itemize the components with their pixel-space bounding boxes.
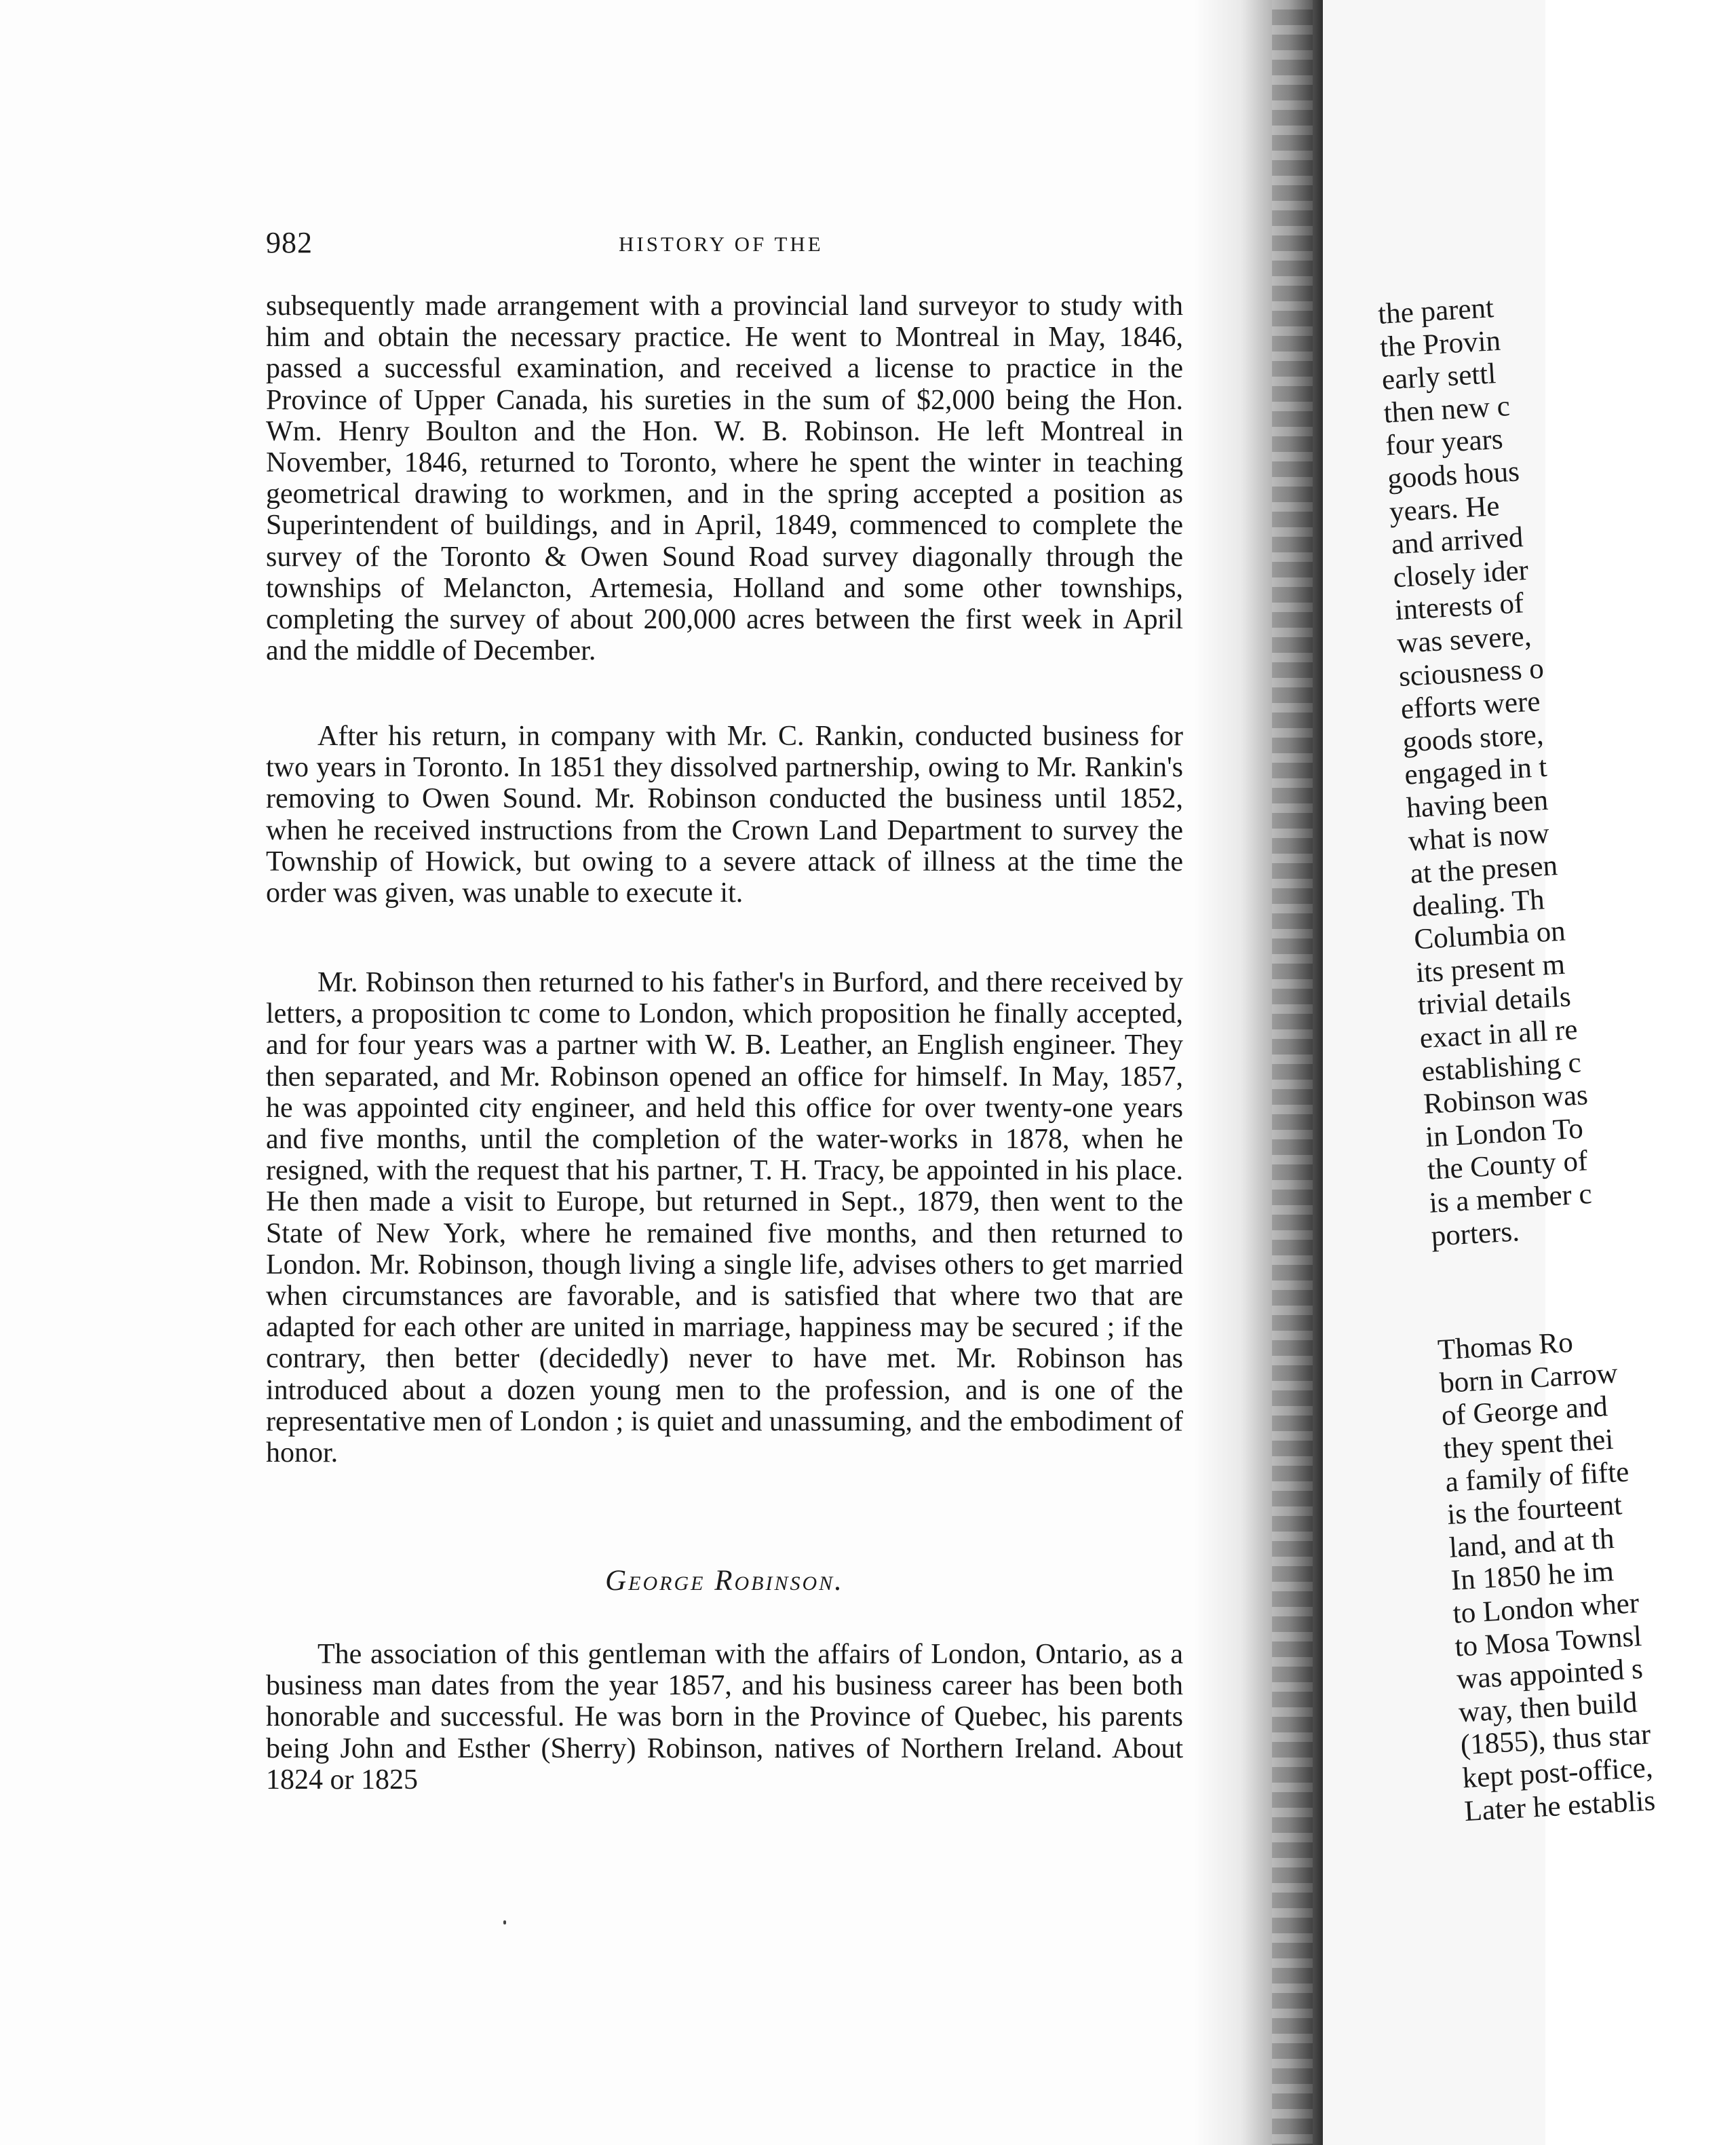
right-page-line: a family of fifte xyxy=(1444,1456,1630,1498)
paragraph-city-engineer: Mr. Robinson then returned to his father's in Burford, and there received by letters, a proposition tc come to London, which proposition he finally accepted, and for four years was a partner with W. B. Leather, an English engineer. They then separated, and Mr. Robinson opened an office for himself. In May, 1857, he was appointed city engineer, and held this office for over twenty-one years and five months, until the completion of the water-works in 1878, when he resigned, with the request that his partner, T. H. Tracy, be appointed in his place. He then made a visit to Europe, but returned in Sept., 1879, then went to the State of New York, where he remained five months, and then returned to London. Mr. Robinson, though living a single life, advises others to get married when circumstances are favorable, and is satisfied that where two that are adapted for each other are united in marriage, happiness may be secured ; if the contrary, then better (decidedly) never to have met. Mr. Robinson has introduced about a dozen young men to the profession, and is one of the representative men of London ; is quiet and unassuming, and the embodiment of honor. xyxy=(266,967,1183,1469)
right-page-line: porters. xyxy=(1430,1215,1520,1253)
right-page-line: goods hous xyxy=(1386,455,1521,495)
right-page-line: early settl xyxy=(1381,358,1497,396)
right-page-line: sciousness o xyxy=(1397,652,1545,693)
right-page-line: interests of xyxy=(1394,587,1525,627)
right-page-line: establishing c xyxy=(1421,1046,1582,1088)
right-page-line: the Provin xyxy=(1378,324,1502,364)
right-page-line: Later he establis xyxy=(1463,1784,1657,1827)
right-page-line: what is now xyxy=(1407,817,1550,858)
right-page-gap xyxy=(1432,1238,1708,1335)
right-page-line: engaged in t xyxy=(1404,751,1548,792)
right-page-line: Robinson was xyxy=(1423,1079,1589,1121)
right-page-line: years. He xyxy=(1388,489,1501,529)
right-page-line: closely ider xyxy=(1392,554,1530,594)
right-page-line: and arrived xyxy=(1390,521,1524,561)
right-page-line: was severe, xyxy=(1395,620,1532,660)
right-page-line: four years xyxy=(1385,423,1504,462)
ink-speck xyxy=(503,1920,506,1924)
right-page-line: at the presen xyxy=(1409,850,1559,890)
right-page-line: its present m xyxy=(1414,948,1566,989)
right-page-line: they spent thei xyxy=(1442,1423,1615,1466)
right-page-line: is the fourteent xyxy=(1446,1489,1623,1532)
right-page-line: way, then build xyxy=(1457,1686,1638,1729)
binding-texture xyxy=(1272,0,1313,2145)
page-number: 982 xyxy=(266,226,313,259)
right-page-line: Thomas Ro xyxy=(1437,1327,1574,1367)
paragraph-survey-career: subsequently made arrangement with a provincial land surveyor to study with him and obtain the necessary practice. He went to Montreal in May, 1846, passed a successful examination, and received a license to practice in the Province of Upper Canada, his sureties in the sum of $2,000 being the Hon. Wm. Henry Boulton and the Hon. W. B. Robinson. He left Montreal in November, 1846, returned to Toronto, where he spent the winter in teaching geometrical drawing to workmen, and in the spring accepted a position as Superintendent of buildings, and in April, 1849, commenced to complete the survey of the Toronto & Owen Sound Road survey diagonally through the townships of Melancton, Artemesia, Holland and some other townships, completing the survey of about 200,000 acres between the first week in April and the middle of December. xyxy=(266,290,1183,667)
right-page-line: to Mosa Townsl xyxy=(1454,1620,1643,1663)
right-page-line: efforts were xyxy=(1400,685,1541,726)
right-page-line: (1855), thus star xyxy=(1459,1718,1652,1762)
right-page-line: In 1850 he im xyxy=(1450,1555,1615,1597)
right-page-line: goods store, xyxy=(1402,718,1545,759)
right-page-column-bottom xyxy=(1437,1319,1736,1829)
right-page-line: then new c xyxy=(1383,390,1511,430)
right-page-line: the County of xyxy=(1426,1145,1589,1187)
right-page-column-top xyxy=(1377,283,1703,1253)
right-page-line: land, and at th xyxy=(1448,1522,1615,1564)
right-page-line: born in Carrow xyxy=(1438,1357,1619,1400)
right-page-line: kept post-office, xyxy=(1461,1751,1654,1795)
right-page-line: in London To xyxy=(1424,1112,1584,1154)
right-page-fragment xyxy=(1323,0,1657,2145)
running-head xyxy=(266,225,1183,266)
right-page-text xyxy=(1377,283,1736,1828)
right-page-line: exact in all re xyxy=(1419,1013,1579,1055)
right-page-line: is a member c xyxy=(1428,1178,1593,1219)
right-page-line: of George and xyxy=(1440,1390,1609,1432)
paragraph-rankin-partnership: After his return, in company with Mr. C. Rankin, conducted business for two years in Toronto. In 1851 they dissolved partnership, owing to Mr. Rankin's removing to Owen Sound. Mr. Robinson conducted the business until 1852, when he received instructions from the Crown Land Department to survey the Township of Howick, but owing to a severe attack of illness at the time the order was given, was unable to execute it. xyxy=(266,721,1183,909)
right-page-line: to London wher xyxy=(1452,1587,1640,1630)
right-page-line: having been xyxy=(1405,784,1549,824)
right-page-line: was appointed s xyxy=(1456,1653,1644,1696)
right-page-line: dealing. Th xyxy=(1411,884,1545,924)
running-head-title: HISTORY OF THE xyxy=(619,232,824,256)
right-page-line: Columbia on xyxy=(1413,915,1566,956)
right-page-line: the parent xyxy=(1377,292,1495,330)
right-page-line: trivial details xyxy=(1416,981,1572,1022)
paragraph-george-robinson-bio: The association of this gentleman with the affairs of London, Ontario, as a business man dates from the year 1857, and his business career has been both honorable and successful. He was born in the Province of Quebec, his parents being John and Esther (Sherry) Robinson, natives of Northern Ireland. About 1824 or 1825 xyxy=(266,1639,1183,1796)
section-heading-george-robinson: George Robinson. xyxy=(605,1565,844,1597)
